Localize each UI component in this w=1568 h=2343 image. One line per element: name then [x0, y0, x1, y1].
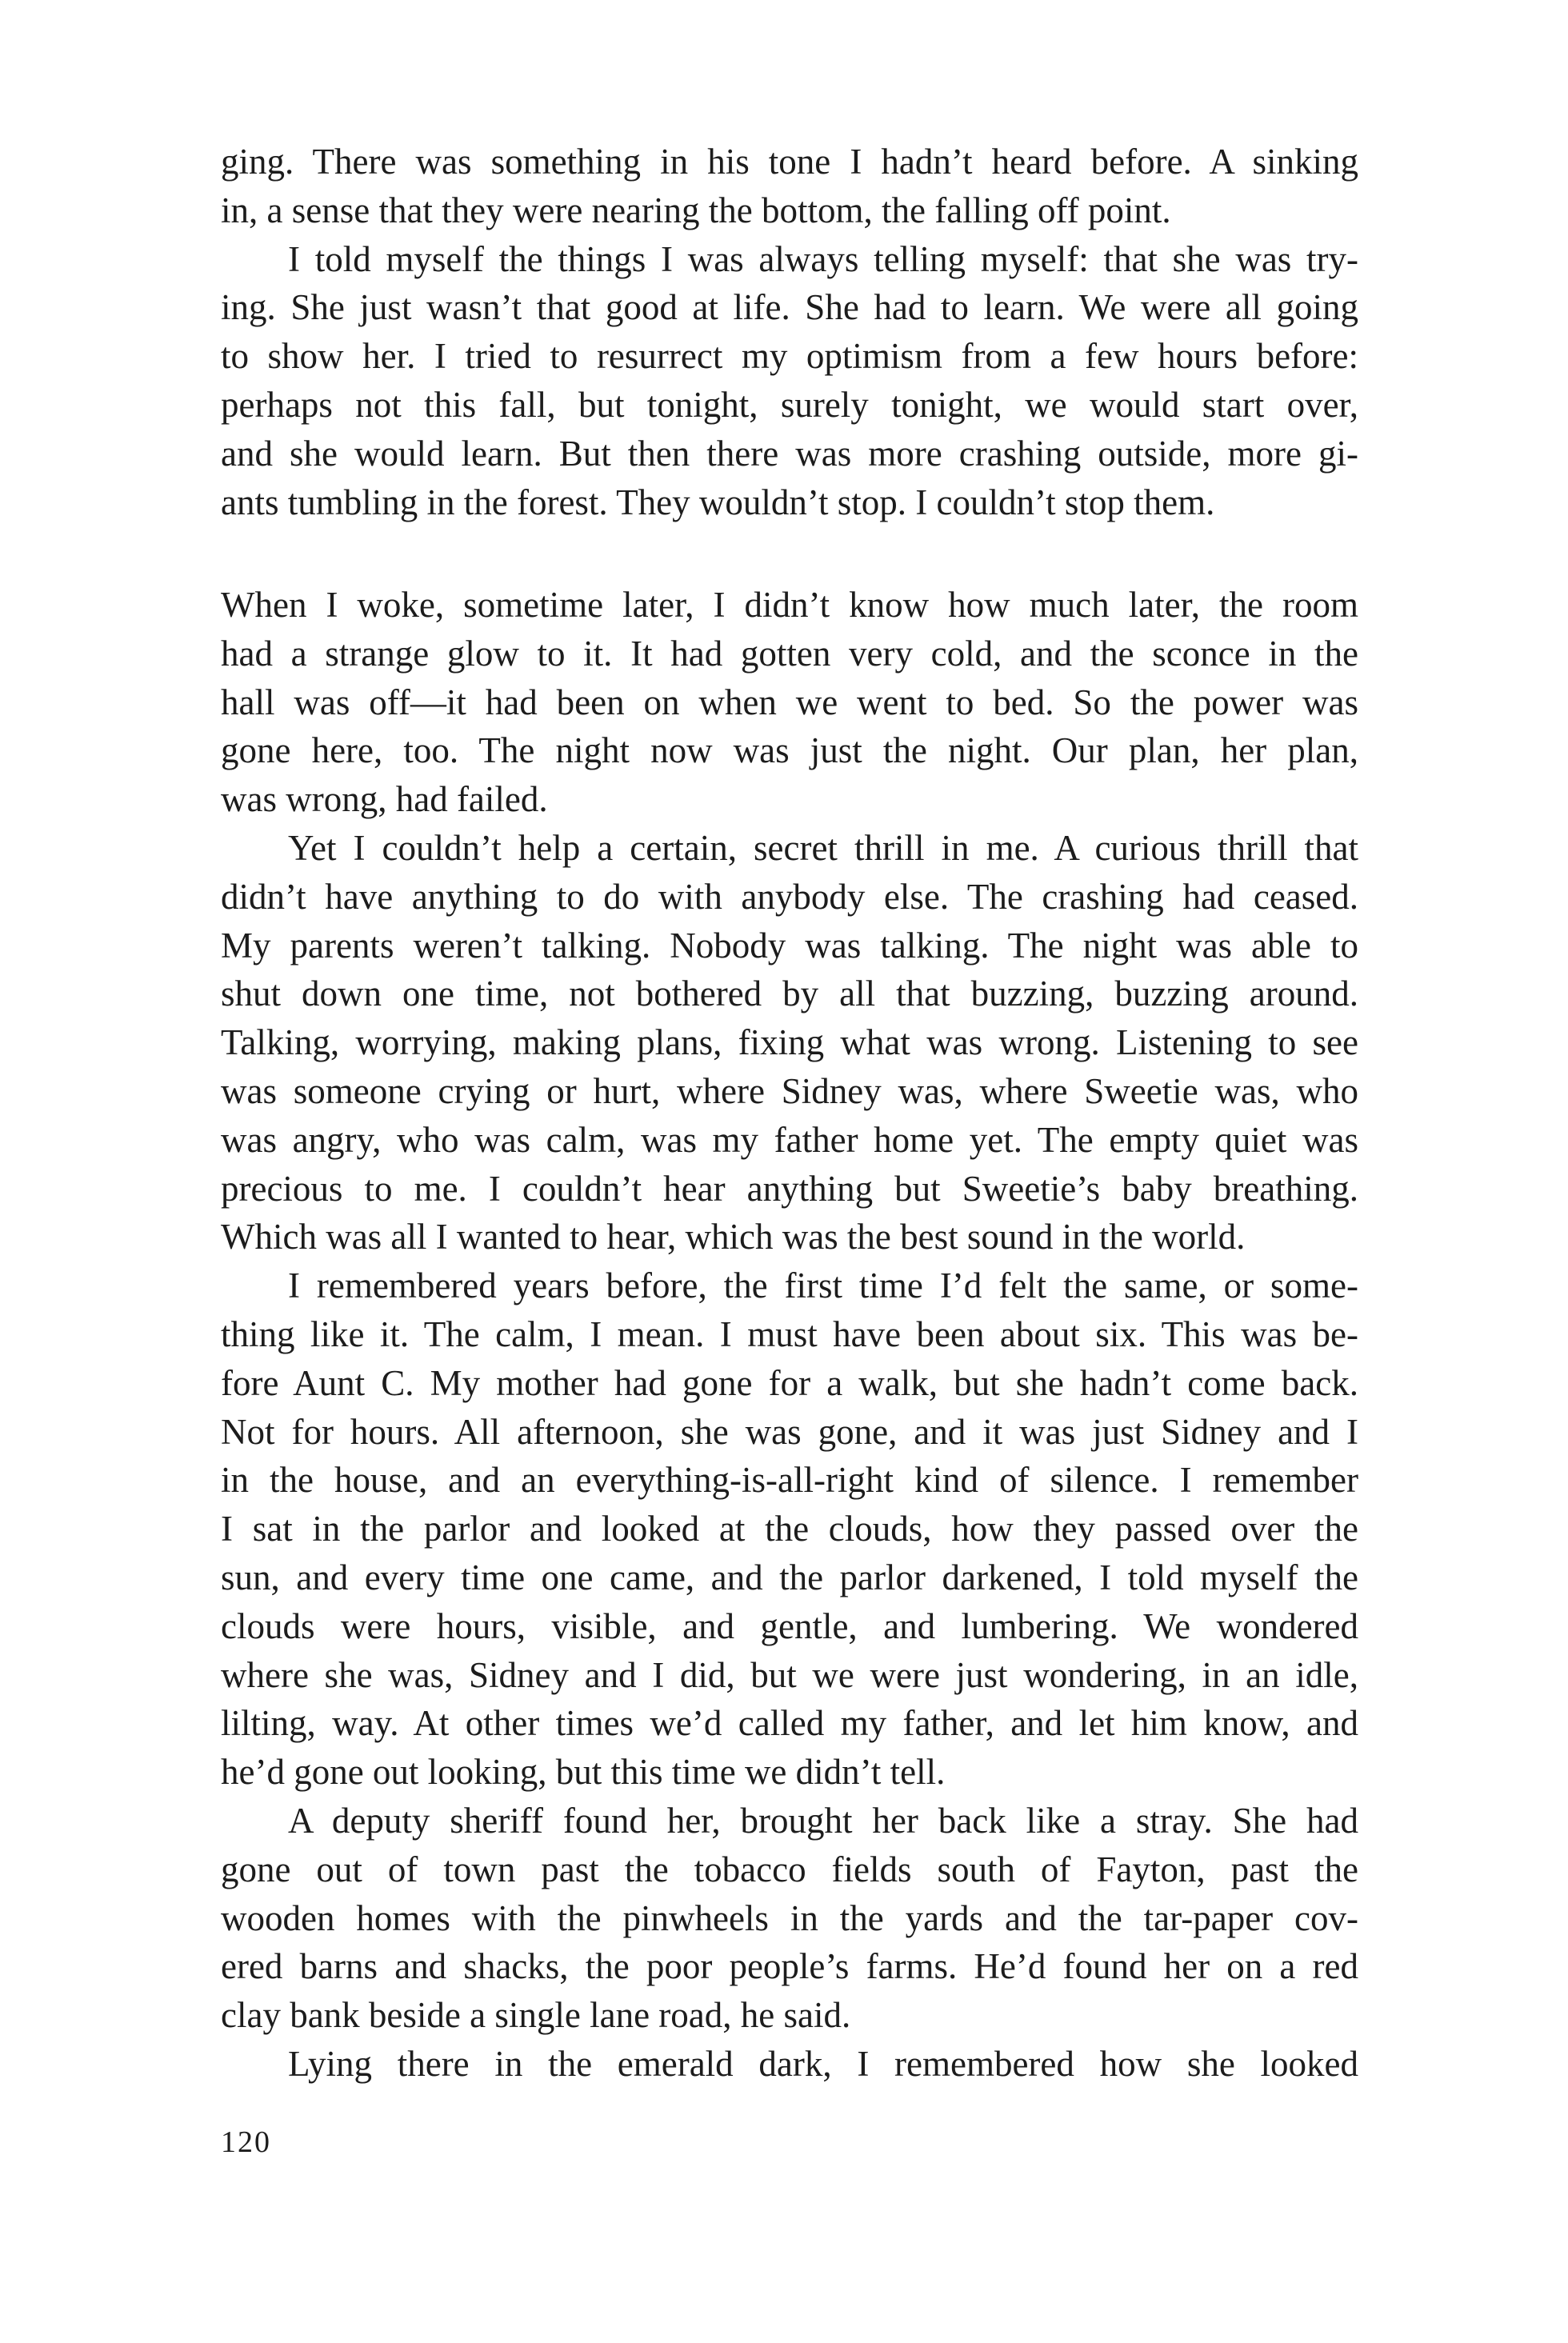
- text-line: ging. There was something in his tone I hadn’t heard before. A sinking: [221, 142, 1358, 182]
- page-number: 120: [221, 2125, 271, 2159]
- text-line: Which was all I wanted to hear, which was the best sound in the world.: [221, 1217, 1246, 1257]
- text-line: Lying there in the emerald dark, I remembered how she looked: [288, 2043, 1358, 2084]
- text-line: fore Aunt C. My mother had gone for a walk, but she hadn’t come back.: [221, 1362, 1358, 1403]
- text-line: perhaps not this fall, but tonight, surely tonight, we would start over,: [221, 384, 1358, 425]
- text-line: When I woke, sometime later, I didn’t know how much later, the room: [221, 585, 1358, 625]
- bottom-text-block: [221, 581, 1358, 2089]
- text-line: and she would learn. But then there was more crashing outside, more gi-: [221, 433, 1358, 474]
- text-line: wooden homes with the pinwheels in the yards and the tar-paper cov-: [221, 1897, 1358, 1938]
- text-line: My parents weren’t talking. Nobody was talking. The night was able to: [221, 925, 1358, 966]
- text-line: in the house, and an everything-is-all-right kind of silence. I remember: [221, 1460, 1358, 1501]
- text-line: thing like it. The calm, I mean. I must have been about six. This was be-: [221, 1313, 1358, 1354]
- text-line: didn’t have anything to do with anybody else. The crashing had ceased.: [221, 876, 1358, 917]
- text-line: sun, and every time one came, and the parlor darkened, I told myself the: [221, 1557, 1358, 1597]
- text-line: precious to me. I couldn’t hear anything but Sweetie’s baby breathing.: [221, 1168, 1358, 1209]
- text-line: I told myself the things I was always telling myself: that she was try-: [288, 238, 1358, 279]
- text-line: had a strange glow to it. It had gotten very cold, and the sconce in the: [221, 633, 1358, 674]
- top-text-block: [221, 138, 1358, 526]
- text-line: ants tumbling in the forest. They wouldn’t stop. I couldn’t stop them.: [221, 482, 1215, 522]
- text-line: was someone crying or hurt, where Sidney was, where Sweetie was, who: [221, 1070, 1358, 1111]
- text-line: I remembered years before, the first time I’d felt the same, or some-: [288, 1265, 1358, 1306]
- text-line: ing. She just wasn’t that good at life. She had to learn. We were all going: [221, 287, 1358, 328]
- text-line: was angry, who was calm, was my father home yet. The empty quiet was: [221, 1119, 1358, 1160]
- text-line: he’d gone out looking, but this time we didn’t tell.: [221, 1752, 946, 1793]
- text-line: where she was, Sidney and I did, but we were just wondering, in an idle,: [221, 1654, 1358, 1695]
- text-line: ered barns and shacks, the poor people’s farms. He’d found her on a red: [221, 1946, 1358, 1987]
- text-line: hall was off—it had been on when we went to bed. So the power was: [221, 682, 1358, 722]
- text-line: A deputy sheriff found her, brought her back like a stray. She had: [288, 1800, 1358, 1841]
- text-line: clay bank beside a single lane road, he said.: [221, 1995, 851, 2036]
- text-line: clouds were hours, visible, and gentle, and lumbering. We wondered: [221, 1605, 1358, 1646]
- text-line: in, a sense that they were nearing the bottom, the falling off point.: [221, 190, 1171, 230]
- text-line: Talking, worrying, making plans, fixing what was wrong. Listening to see: [221, 1022, 1358, 1063]
- text-line: was wrong, had failed.: [221, 779, 548, 820]
- text-line: gone here, too. The night now was just the night. Our plan, her plan,: [221, 730, 1358, 771]
- text-line: lilting, way. At other times we’d called my father, and let him know, and: [221, 1703, 1358, 1744]
- text-line: shut down one time, not bothered by all that buzzing, buzzing around.: [221, 974, 1358, 1014]
- text-line: to show her. I tried to resurrect my optimism from a few hours before:: [221, 336, 1358, 377]
- text-line: Yet I couldn’t help a certain, secret thrill in me. A curious thrill that: [288, 827, 1358, 868]
- text-line: Not for hours. All afternoon, she was gone, and it was just Sidney and I: [221, 1411, 1358, 1452]
- text-line: I sat in the parlor and looked at the clouds, how they passed over the: [221, 1509, 1358, 1549]
- text-line: gone out of town past the tobacco fields south of Fayton, past the: [221, 1849, 1358, 1889]
